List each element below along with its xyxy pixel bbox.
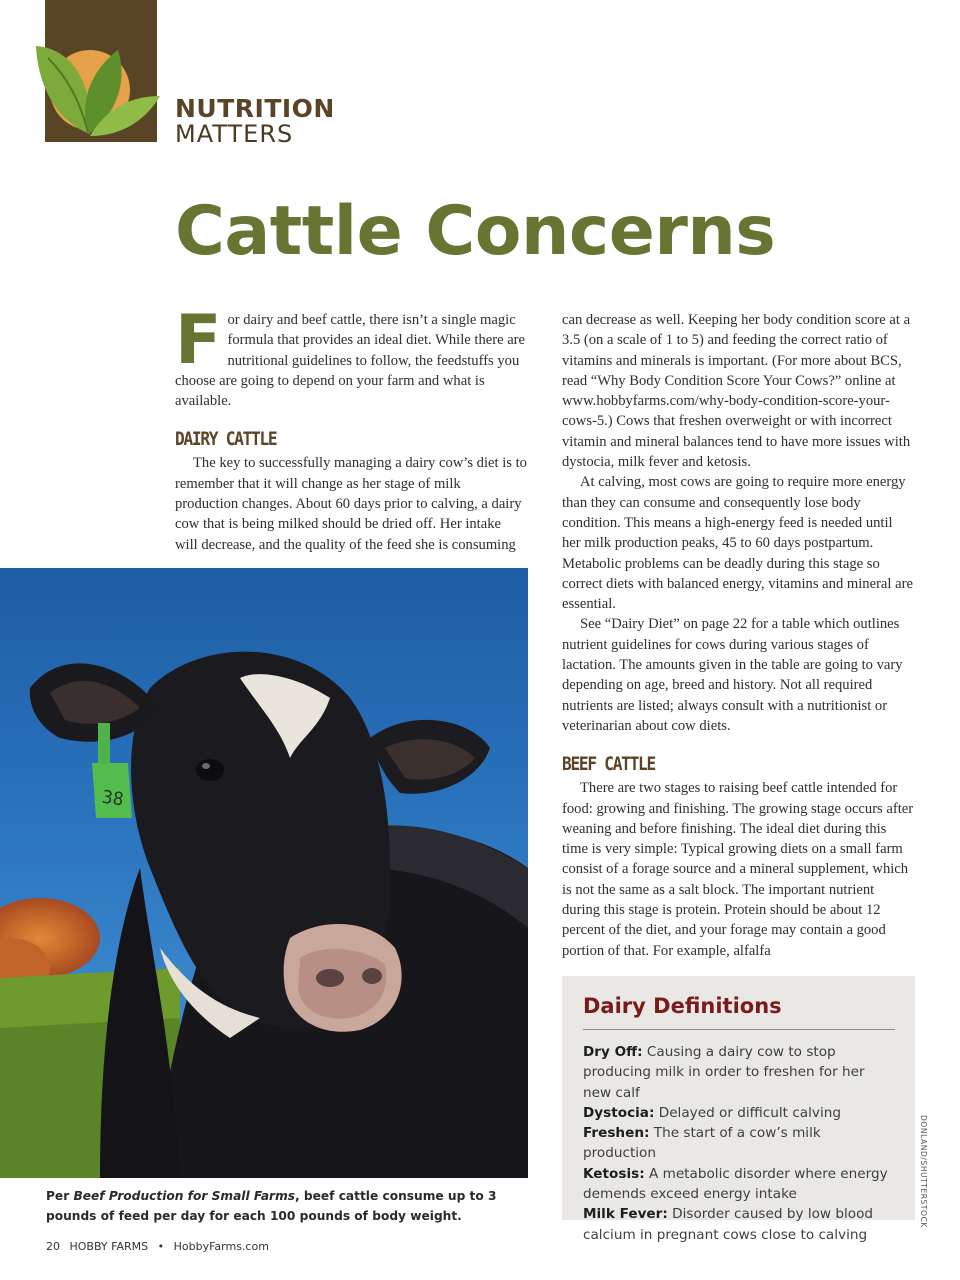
definition-text: Delayed or difficult calving	[654, 1104, 841, 1121]
definition-item	[583, 1164, 895, 1205]
definition-term: Dystocia:	[583, 1104, 655, 1121]
cow-illustration-icon	[0, 568, 528, 1178]
definition-item	[583, 1204, 895, 1245]
definition-item	[583, 1103, 895, 1123]
definition-item	[583, 1123, 895, 1164]
intro-paragraph	[175, 301, 527, 411]
definition-item	[583, 1042, 895, 1103]
definition-term: Freshen:	[583, 1125, 650, 1142]
dairy-paragraph-1-continued: can decrease as well. Keeping her body condition score at a 3.5 (on a scale of 1 to 5) and feeding the correct ratio of vitamins and minerals is important. (For more about BCS, read “Why Body Condition Score Your Cows?” online at www.hobbyfarms.com/why-body-condition-score-your-cows-5.) Cows that freshen overweight or with incorrect vitamin and mineral balances tend to have more issues with dystocia, milk fever and ketosis.	[562, 312, 911, 471]
ear-tag-number: 38	[100, 786, 125, 811]
dairy-paragraph-3: See “Dairy Diet” on page 22 for a table which outlines nutrient guidelines for cows during various stages of lactation. The amounts given in the table are going to vary depending on age, breed and history. Not all required nutrients are listed; always consult with a nutritionist or veterinarian about cow diets.	[562, 616, 903, 734]
beef-cattle-heading: BEEF CATTLE	[562, 753, 655, 776]
section-label-line2: MATTERS	[175, 120, 294, 148]
definition-text: Disorder caused by low blood calcium in pregnant cows close to calving	[583, 1206, 874, 1243]
dairy-cattle-heading: DAIRY CATTLE	[175, 428, 277, 451]
right-column	[562, 310, 914, 961]
definition-text: The start of a cow’s milk production	[583, 1125, 821, 1162]
caption-prefix: Per	[46, 1189, 74, 1203]
definition-text: A metabolic disorder where energy demends exceed energy intake	[583, 1165, 888, 1203]
page-number: 20	[46, 1240, 60, 1253]
magazine-name: HOBBY FARMS	[69, 1240, 149, 1253]
dairy-definitions-sidebar	[562, 976, 915, 1243]
photo-caption	[46, 1186, 526, 1226]
caption-suffix: , beef cattle consume up to 3 pounds of feed per day for each 100 pounds of body weight.	[46, 1189, 497, 1223]
left-column	[175, 301, 527, 555]
beef-paragraph-1: There are two stages to raising beef cattle intended for food: growing and finishing. The growing stage occurs after weaning and before finishing. The ideal diet during this time is very simple: Typical growing diets on a small farm consist of a forage source and a mineral supplement, which is not the same as a salt block. The important nutrient during this stage is protein. Protein should be about 12 percent of the diet, and your forage may contain a good portion of that. For example, alfalfa	[562, 780, 914, 959]
definition-term: Milk Fever:	[583, 1206, 668, 1223]
article-title: Cattle Concerns	[175, 192, 776, 271]
footer-separator: •	[157, 1240, 165, 1253]
dairy-paragraph-1: The key to successfully managing a dairy cow’s diet is to remember that it will change as her stage of milk production changes. About 60 days prior to calving, a dairy cow that is being milked should be dried off. Her intake will decrease, and the quality of the feed she is consuming	[175, 455, 527, 553]
sidebar-title: Dairy Definitions	[583, 994, 782, 1018]
sidebar-divider	[583, 1029, 895, 1030]
leaf-logo-icon	[28, 38, 168, 148]
drop-cap: F	[175, 301, 222, 380]
definition-term: Dry Off:	[583, 1044, 643, 1060]
section-label	[175, 96, 335, 146]
intro-text: or dairy and beef cattle, there isn’t a single magic formula that provides an ideal diet. While there are nutritional guidelines to follow, the feedstuffs you choose are going to depend on your farm and what is available.	[175, 312, 526, 410]
cow-photo	[0, 568, 528, 1178]
page-footer	[46, 1240, 275, 1253]
website-url: HobbyFarms.com	[173, 1240, 269, 1253]
definition-text: Causing a dairy cow to stop producing milk in order to freshen for her new calf	[583, 1044, 865, 1101]
caption-book-title: Beef Production for Small Farms	[73, 1189, 296, 1203]
photo-credit: DONLAND/SHUTTERSTOCK	[919, 1115, 928, 1228]
definition-term: Ketosis:	[583, 1165, 645, 1182]
section-label-line1: NUTRITION	[175, 94, 335, 123]
dairy-paragraph-2: At calving, most cows are going to require more energy than they can consume and consequently lose body condition. This means a high-energy feed is needed until her milk production peaks, 45 to 60 days postpartum. Metabolic problems can be deadly during this stage so correct diets with balanced energy, vitamins and mineral are essential.	[562, 474, 913, 613]
